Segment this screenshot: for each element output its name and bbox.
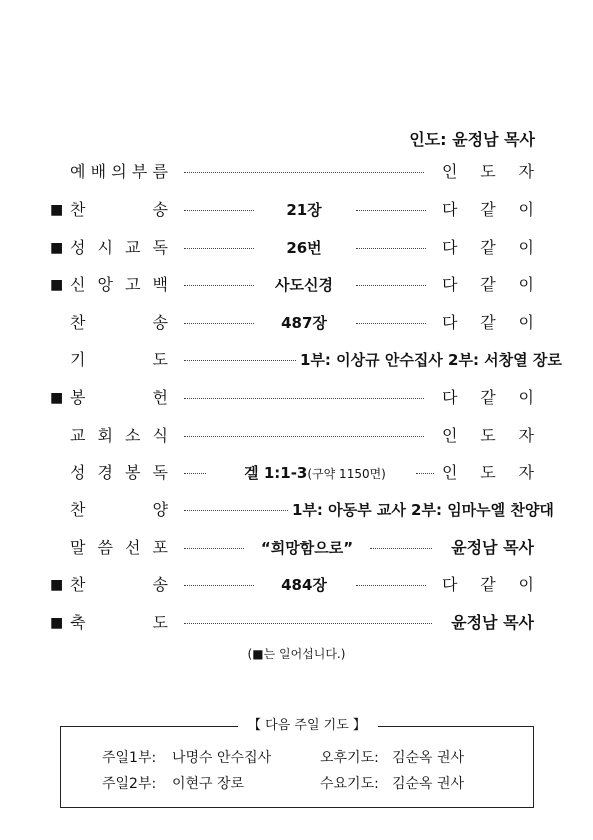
standing-note: (■는 일어섭니다.) xyxy=(247,647,346,661)
standing-marker: ■ xyxy=(50,390,64,406)
order-item xyxy=(0,273,593,297)
item-name: 찬 송 xyxy=(70,575,168,594)
dotted-leader xyxy=(184,611,432,635)
order-item xyxy=(0,236,593,260)
item-responder: 다 같 이 xyxy=(442,388,534,407)
item-name: 봉 헌 xyxy=(70,388,168,407)
dotted-leader xyxy=(356,273,426,297)
item-responder: 다 같 이 xyxy=(442,313,534,332)
dotted-leader xyxy=(184,236,254,260)
dotted-leader xyxy=(416,461,434,485)
prayer-label: 주일2부: xyxy=(102,776,157,792)
dotted-leader xyxy=(356,236,426,260)
item-name: 신 앙 고 백 xyxy=(70,275,168,294)
order-item xyxy=(0,498,593,522)
item-responder: 윤정남 목사 xyxy=(451,538,534,557)
order-item xyxy=(0,573,593,597)
item-name: 성 경 봉 독 xyxy=(70,463,168,482)
item-detail: 26번 xyxy=(286,239,322,257)
dotted-leader xyxy=(184,536,244,560)
item-responder: 윤정남 목사 xyxy=(451,613,534,632)
item-name: 교 회 소 식 xyxy=(70,426,168,445)
item-responder: 인 도 자 xyxy=(442,426,534,445)
dotted-leader xyxy=(370,536,432,560)
dotted-leader xyxy=(184,386,424,410)
item-name: 예 배 의 부 름 xyxy=(70,162,168,181)
dotted-leader xyxy=(184,348,296,372)
item-detail: 484장 xyxy=(281,576,327,594)
dotted-leader xyxy=(184,498,288,522)
order-item xyxy=(0,348,593,372)
item-detail: 사도신경 xyxy=(275,276,333,294)
order-item xyxy=(0,461,593,485)
standing-marker: ■ xyxy=(50,577,64,593)
standing-marker: ■ xyxy=(50,277,64,293)
prayer-label: 수요기도: xyxy=(320,776,379,792)
item-responder: 인 도 자 xyxy=(442,162,534,181)
item-name: 찬 송 xyxy=(70,200,168,219)
order-item xyxy=(0,424,593,448)
prayer-value: 김순옥 권사 xyxy=(392,750,465,766)
prayer-value: 이현구 장로 xyxy=(172,776,245,792)
dotted-leader xyxy=(184,198,254,222)
item-name: 찬 송 xyxy=(70,313,168,332)
prayer-value: 김순옥 권사 xyxy=(392,776,465,792)
dotted-leader xyxy=(184,573,254,597)
next-week-prayer-title: 【 다음 주일 기도 】 xyxy=(248,718,366,733)
order-item xyxy=(0,611,593,635)
dotted-leader xyxy=(184,160,424,184)
item-detail: 1부: 이상규 안수집사 2부: 서창열 장로 xyxy=(300,351,562,369)
standing-marker: ■ xyxy=(50,240,64,256)
prayer-label: 주일1부: xyxy=(102,750,157,766)
dotted-leader xyxy=(184,461,206,485)
worship-leader-line: 인도: 윤정남 목사 xyxy=(409,130,535,149)
dotted-leader xyxy=(356,198,426,222)
item-responder: 다 같 이 xyxy=(442,200,534,219)
order-item xyxy=(0,198,593,222)
item-name: 성 시 교 독 xyxy=(70,238,168,257)
item-detail: 겔 1:1-3(구약 1150면) xyxy=(244,464,386,482)
item-detail: 1부: 아동부 교사 2부: 임마누엘 찬양대 xyxy=(292,501,554,519)
item-name: 찬 양 xyxy=(70,500,168,519)
dotted-leader xyxy=(184,424,424,448)
item-responder: 다 같 이 xyxy=(442,238,534,257)
item-name: 축 도 xyxy=(70,613,168,632)
item-detail: 487장 xyxy=(281,314,327,332)
dotted-leader xyxy=(356,311,426,335)
dotted-leader xyxy=(184,273,254,297)
item-responder: 다 같 이 xyxy=(442,575,534,594)
order-item xyxy=(0,386,593,410)
item-detail: “희망함으로” xyxy=(260,539,354,557)
dotted-leader xyxy=(184,311,254,335)
prayer-label: 오후기도: xyxy=(320,750,379,766)
dotted-leader xyxy=(356,573,426,597)
standing-marker: ■ xyxy=(50,615,64,631)
item-responder: 다 같 이 xyxy=(442,275,534,294)
prayer-value: 나명수 안수집사 xyxy=(172,750,272,766)
item-name: 기 도 xyxy=(70,350,168,369)
order-item xyxy=(0,536,593,560)
item-detail: 21장 xyxy=(286,201,322,219)
order-item xyxy=(0,311,593,335)
item-responder: 인 도 자 xyxy=(442,463,534,482)
order-item xyxy=(0,160,593,184)
item-name: 말 씀 선 포 xyxy=(70,538,168,557)
standing-marker: ■ xyxy=(50,202,64,218)
